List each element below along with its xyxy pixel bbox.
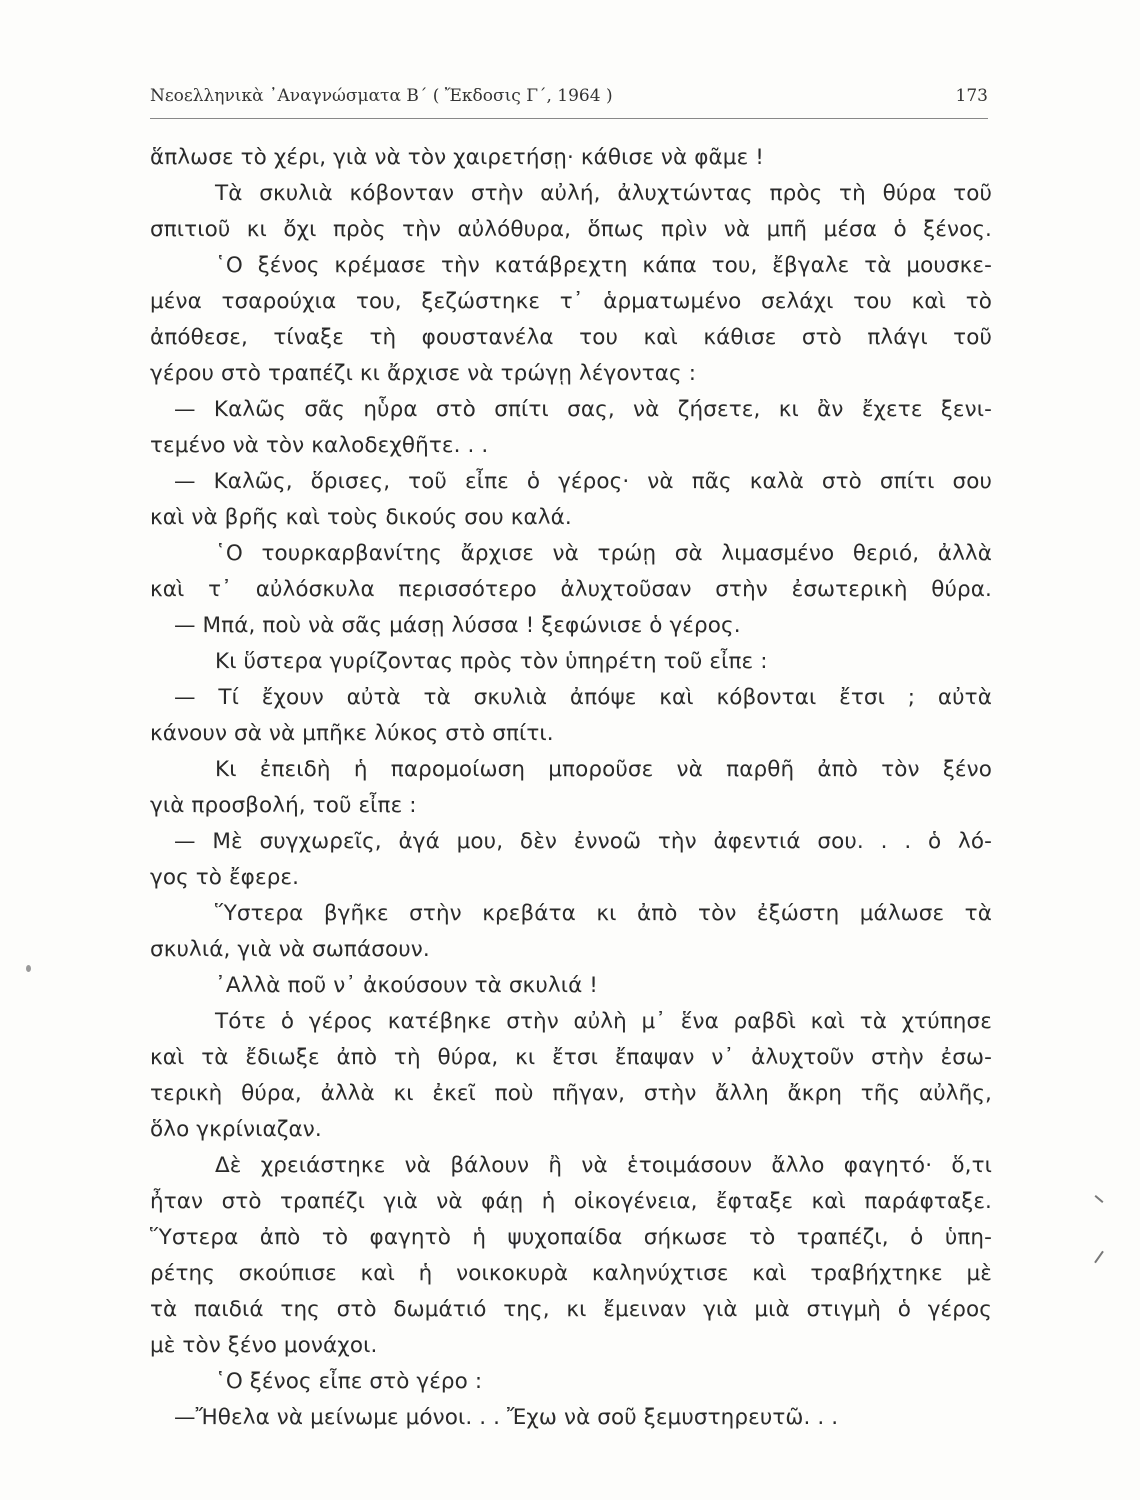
text-line: — Καλῶς, ὅρισες, τοῦ εἶπε ὁ γέρος· νὰ πᾶς καλὰ στὸ σπίτι σου bbox=[174, 469, 992, 494]
text-line: καὶ τὰ ἔδιωξε ἀπὸ τὴ θύρα, κι ἔτσι ἔπαψαν ν᾿ ἀλυχτοῦν στὴν ἐσω- bbox=[150, 1045, 992, 1070]
text-line: Ὕστερα βγῆκε στὴν κρεβάτα κι ἀπὸ τὸν ἐξώστη μάλωσε τὰ bbox=[215, 901, 992, 926]
text-line: γιὰ προσβολή, τοῦ εἶπε : bbox=[150, 793, 417, 818]
running-head: Νεοελληνικὰ ᾿Αναγνώσματα Β΄ ( Ἔκδοσις Γ΄, 1964 ) bbox=[150, 86, 613, 106]
text-line: —Ἤθελα νὰ μείνωμε μόνοι. . . Ἔχω νὰ σοῦ ξεμυστηρευτῶ. . . bbox=[174, 1405, 839, 1430]
text-line: τερικὴ θύρα, ἀλλὰ κι ἐκεῖ ποὺ πῆγαν, στὴν ἄλλη ἄκρη τῆς αὐλῆς, bbox=[150, 1081, 992, 1106]
text-line: Ὕστερα ἀπὸ τὸ φαγητὸ ἡ ψυχοπαίδα σήκωσε τὸ τραπέζι, ὁ ὑπη- bbox=[150, 1225, 992, 1250]
text-line: κάνουν σὰ νὰ μπῆκε λύκος στὸ σπίτι. bbox=[150, 721, 554, 746]
text-line: γος τὸ ἔφερε. bbox=[150, 865, 300, 890]
text-line: Τότε ὁ γέρος κατέβηκε στὴν αὐλὴ μ᾿ ἕνα ραβδὶ καὶ τὰ χτύπησε bbox=[215, 1009, 992, 1034]
text-line: τεμένο νὰ τὸν καλοδεχθῆτε. . . bbox=[150, 433, 489, 458]
text-line: ἀπόθεσε, τίναξε τὴ φουστανέλα του καὶ κάθισε στὸ πλάγι τοῦ bbox=[150, 325, 992, 350]
text-line: ᾿Αλλὰ ποῦ ν᾿ ἀκούσουν τὰ σκυλιά ! bbox=[215, 973, 598, 998]
text-line: μὲ τὸν ξένο μονάχοι. bbox=[150, 1333, 378, 1358]
text-line: Κι ὕστερα γυρίζοντας πρὸς τὸν ὑπηρέτη τοῦ εἶπε : bbox=[215, 649, 768, 674]
text-line: ῾Ο ξένος κρέμασε τὴν κατάβρεχτη κάπα του, ἔβγαλε τὰ μουσκε- bbox=[215, 253, 992, 278]
text-line: ἅπλωσε τὸ χέρι, γιὰ νὰ τὸν χαιρετήσῃ· κάθισε νὰ φᾶμε ! bbox=[150, 145, 764, 170]
text-line: Τὰ σκυλιὰ κόβονταν στὴν αὐλή, ἀλυχτώντας πρὸς τὴ θύρα τοῦ bbox=[215, 181, 992, 206]
text-line: ῾Ο τουρκαρβανίτης ἄρχισε νὰ τρώῃ σὰ λιμασμένο θεριό, ἀλλὰ bbox=[215, 541, 992, 566]
text-line: ὅλο γκρίνιαζαν. bbox=[150, 1117, 322, 1142]
page-number: 173 bbox=[955, 86, 988, 106]
text-line: τὰ παιδιά της στὸ δωμάτιό της, κι ἔμειναν γιὰ μιὰ στιγμὴ ὁ γέρος bbox=[150, 1297, 992, 1322]
text-line: καὶ τ᾿ αὐλόσκυλα περισσότερο ἀλυχτοῦσαν στὴν ἐσωτερικὴ θύρα. bbox=[150, 577, 992, 602]
scan-mark bbox=[1095, 1195, 1104, 1203]
header-rule bbox=[150, 118, 988, 119]
text-line: Δὲ χρειάστηκε νὰ βάλουν ἢ νὰ ἑτοιμάσουν ἄλλο φαγητό· ὅ,τι bbox=[215, 1153, 992, 1178]
text-line: καὶ νὰ βρῆς καὶ τοὺς δικούς σου καλά. bbox=[150, 505, 572, 530]
text-line: ρέτης σκούπισε καὶ ἡ νοικοκυρὰ καληνύχτισε καὶ τραβήχτηκε μὲ bbox=[150, 1261, 992, 1286]
scan-mark bbox=[1094, 1251, 1104, 1264]
text-line: ἦταν στὸ τραπέζι γιὰ νὰ φάῃ ἡ οἰκογένεια, ἔφταξε καὶ παράφταξε. bbox=[150, 1189, 992, 1214]
text-line: σπιτιοῦ κι ὄχι πρὸς τὴν αὐλόθυρα, ὅπως πρὶν νὰ μπῆ μέσα ὁ ξένος. bbox=[150, 217, 992, 242]
text-line: ῾Ο ξένος εἶπε στὸ γέρο : bbox=[215, 1369, 483, 1394]
text-line: — Τί ἔχουν αὐτὰ τὰ σκυλιὰ ἀπόψε καὶ κόβονται ἔτσι ; αὐτὰ bbox=[174, 685, 992, 710]
text-line: — Μὲ συγχωρεῖς, ἀγά μου, δὲν ἐννοῶ τὴν ἀφεντιά σου. . . ὁ λό- bbox=[174, 829, 992, 854]
text-line: Κι ἐπειδὴ ἡ παρομοίωση μποροῦσε νὰ παρθῆ ἀπὸ τὸν ξένο bbox=[215, 757, 992, 782]
text-line: σκυλιά, γιὰ νὰ σωπάσουν. bbox=[150, 937, 430, 962]
page-header bbox=[150, 86, 990, 110]
text-line: μένα τσαρούχια του, ξεζώστηκε τ᾿ ἁρματωμένο σελάχι του καὶ τὸ bbox=[150, 289, 992, 314]
text-line: — Μπά, ποὺ νὰ σᾶς μάσῃ λύσσα ! ξεφώνισε ὁ γέρος. bbox=[174, 613, 741, 638]
text-line: γέρου στὸ τραπέζι κι ἄρχισε νὰ τρώγῃ λέγοντας : bbox=[150, 361, 697, 386]
text-line: — Καλῶς σᾶς ηὗρα στὸ σπίτι σας, νὰ ζήσετε, κι ἂν ἔχετε ξενι- bbox=[174, 397, 992, 422]
scan-speck bbox=[26, 965, 31, 972]
